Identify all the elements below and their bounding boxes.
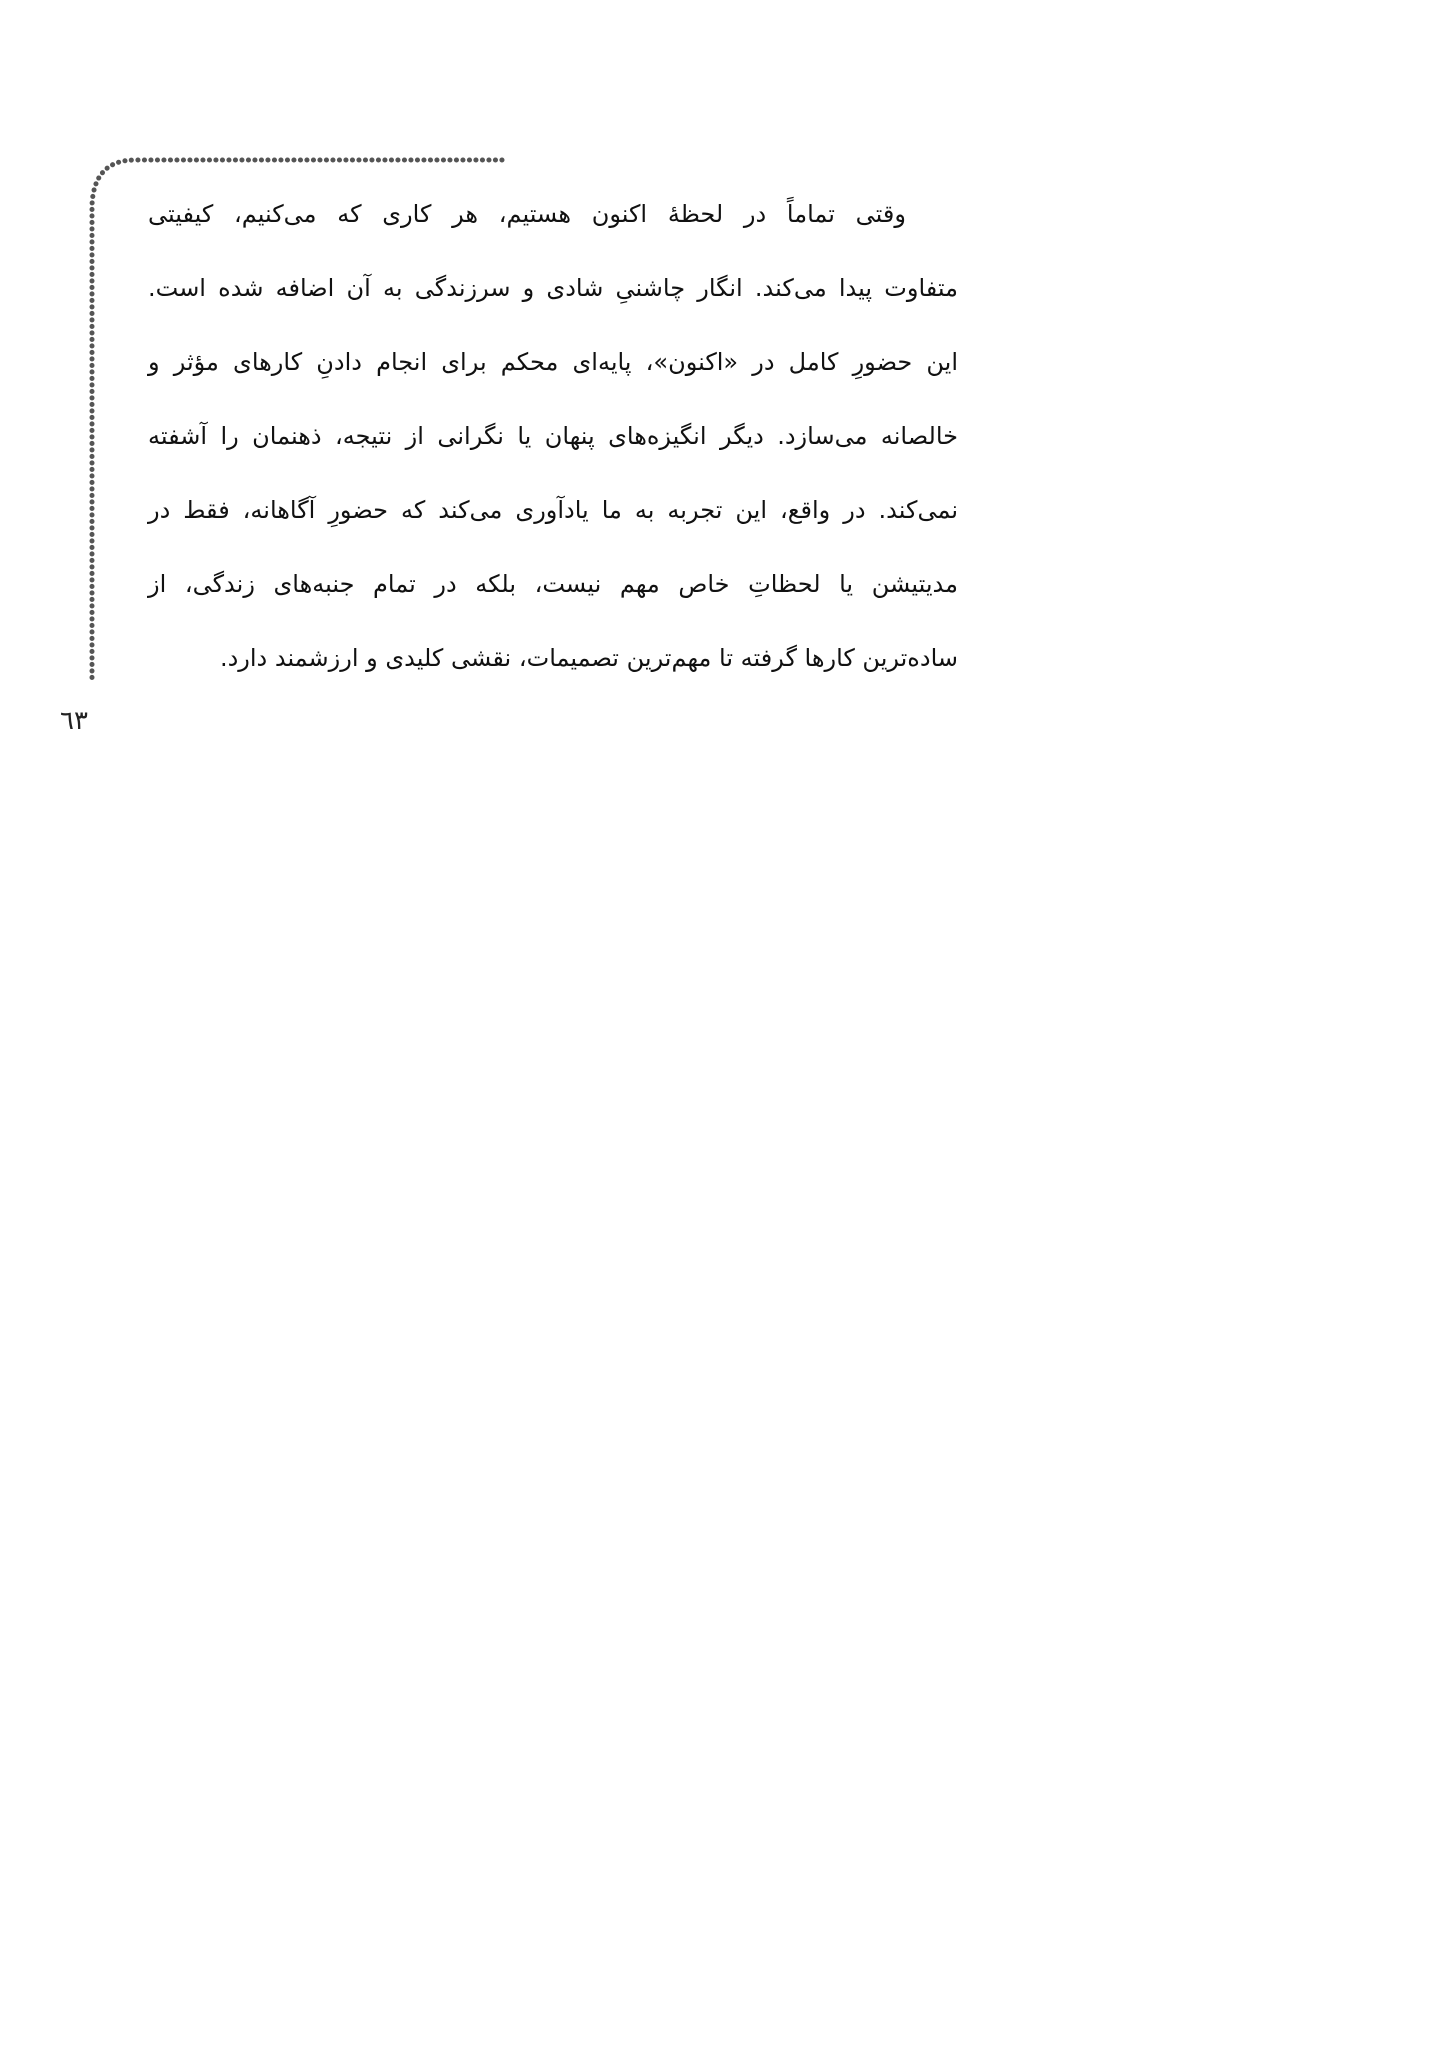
paragraph-line: مدیتیشن یا لحظاتِ خاص مهم نیست، بلکه در تمام جنبه‌های زندگی، از	[148, 570, 958, 598]
paragraph-line: این حضورِ کامل در «اکنون»، پایه‌ای محکم برای انجام دادنِ کارهای مؤثر و	[148, 348, 958, 376]
paragraph-line: متفاوت پیدا می‌کند. انگار چاشنیِ شادی و سرزندگی به آن اضافه شده است.	[148, 274, 958, 302]
page-number: ٦٣	[60, 706, 88, 736]
paragraph-line: خالصانه می‌سازد. دیگر انگیزه‌های پنهان یا نگرانی از نتیجه، ذهنمان را آشفته	[148, 422, 958, 450]
body-paragraph	[148, 188, 958, 706]
paragraph-line: وقتی تماماً در لحظهٔ اکنون هستیم، هر کاری که می‌کنیم، کیفیتی	[148, 200, 906, 228]
paragraph-line: نمی‌کند. در واقع، این تجربه به ما یادآوری می‌کند که حضورِ آگاهانه، فقط در	[148, 496, 958, 524]
paragraph-line: ساده‌ترین کارها گرفته تا مهم‌ترین تصمیمات، نقشی کلیدی و ارزشمند دارد.	[219, 644, 958, 672]
